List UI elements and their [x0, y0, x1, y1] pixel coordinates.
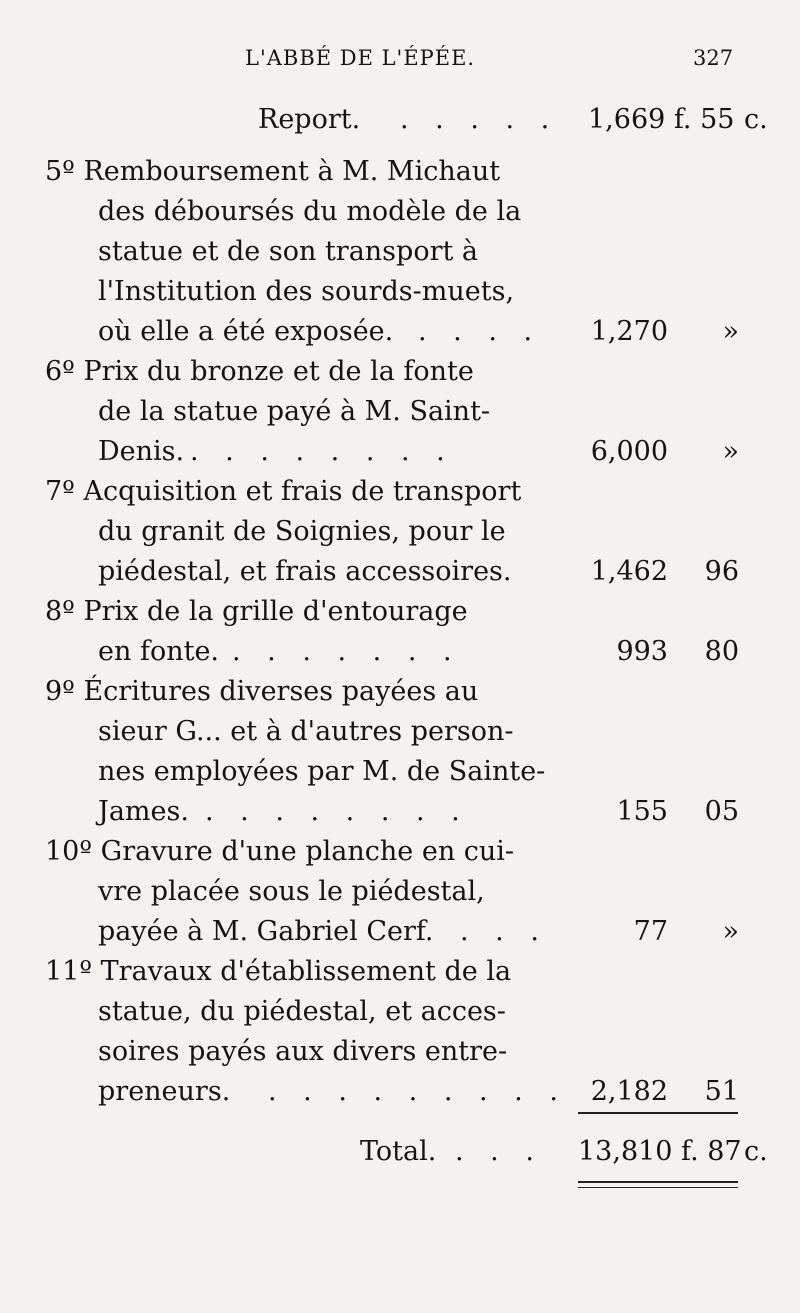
- entry-text: nes employées par M. de Sainte-: [98, 756, 546, 787]
- leader-dots: . . . . . . . .: [205, 796, 469, 827]
- amount: 1,669 f. 55: [588, 104, 735, 135]
- entry-line: [0, 672, 800, 712]
- centimes-amount: 51: [704, 1076, 739, 1107]
- francs-amount: 77: [633, 916, 668, 947]
- entry-line: [0, 152, 800, 192]
- francs-amount: 1,270: [590, 316, 668, 347]
- entry-line: [0, 192, 800, 232]
- entry-line: [0, 1072, 800, 1112]
- francs-amount: 155: [616, 796, 668, 827]
- leader-dots: . . . . . . . . .: [268, 1076, 567, 1107]
- centimes-amount: »: [722, 916, 739, 947]
- entry-line: [0, 100, 800, 140]
- centimes-amount: »: [722, 436, 739, 467]
- entry-text: 11º Travaux d'établissement de la: [45, 956, 512, 987]
- entry-line: [0, 1032, 800, 1072]
- leader-dots: . . . . . . .: [232, 636, 461, 667]
- entry-line: [0, 592, 800, 632]
- leader-dots: . . .: [455, 1136, 543, 1167]
- entry-line: [0, 392, 800, 432]
- running-title: L'ABBÉ DE L'ÉPÉE.: [245, 46, 476, 70]
- entry-text: 10º Gravure d'une planche en cui-: [45, 836, 515, 867]
- entry-text: 8º Prix de la grille d'entourage: [45, 596, 468, 627]
- entry-text: sieur G... et à d'autres person-: [98, 716, 514, 747]
- entry-text: Report.: [258, 104, 361, 135]
- entry-text: piédestal, et frais accessoires.: [98, 556, 512, 587]
- francs-amount: 1,462: [590, 556, 668, 587]
- entry-text: soires payés aux divers entre-: [98, 1036, 508, 1067]
- total-double-rule-top: [578, 1181, 738, 1183]
- centimes-unit: c.: [744, 104, 768, 135]
- entry-line: [0, 632, 800, 672]
- leader-dots: . . .: [460, 916, 548, 947]
- entry-line: [0, 792, 800, 832]
- page-number: 327: [693, 46, 734, 70]
- entry-line: [0, 712, 800, 752]
- entry-line: [0, 272, 800, 312]
- entry-line: [0, 912, 800, 952]
- entry-line: [0, 472, 800, 512]
- entry-line: [0, 752, 800, 792]
- entry-text: payée à M. Gabriel Cerf.: [98, 916, 434, 947]
- entry-text: statue, du piédestal, et acces-: [98, 996, 506, 1027]
- centimes-amount: 05: [704, 796, 739, 827]
- francs-amount: 993: [616, 636, 668, 667]
- entry-text: 6º Prix du bronze et de la fonte: [45, 356, 474, 387]
- centimes-amount: 80: [704, 636, 739, 667]
- entry-line: [0, 832, 800, 872]
- entry-text: vre placée sous le piédestal,: [98, 876, 485, 907]
- entry-line: [0, 872, 800, 912]
- entry-text: 9º Écritures diverses payées au: [45, 676, 479, 707]
- sum-rule: [578, 1112, 738, 1114]
- centimes-unit: c.: [744, 1136, 768, 1167]
- entry-line: [0, 992, 800, 1032]
- entry-text: l'Institution des sourds-muets,: [98, 276, 515, 307]
- entry-line: [0, 432, 800, 472]
- entry-text: Total.: [360, 1136, 437, 1167]
- entry-text: en fonte.: [98, 636, 219, 667]
- entry-text: Denis.: [98, 436, 185, 467]
- centimes-amount: »: [722, 316, 739, 347]
- entry-text: où elle a été exposée.: [98, 316, 394, 347]
- running-head: [0, 42, 800, 78]
- total-double-rule-bottom: [578, 1187, 738, 1188]
- entry-text: des déboursés du modèle de la: [98, 196, 522, 227]
- leader-dots: . . . .: [418, 316, 542, 347]
- entry-line: [0, 552, 800, 592]
- entry-text: de la statue payé à M. Saint-: [98, 396, 491, 427]
- centimes-amount: 96: [704, 556, 739, 587]
- entry-text: James.: [98, 796, 189, 827]
- amount: 13,810 f. 87: [578, 1136, 742, 1167]
- entry-text: statue et de son transport à: [98, 236, 479, 267]
- entry-line: [0, 232, 800, 272]
- francs-amount: 6,000: [590, 436, 668, 467]
- entry-line: [0, 1132, 800, 1172]
- francs-amount: 2,182: [590, 1076, 668, 1107]
- entry-line: [0, 352, 800, 392]
- entry-text: 7º Acquisition et frais de transport: [45, 476, 522, 507]
- leader-dots: . . . . . . . .: [190, 436, 454, 467]
- entry-text: du granit de Soignies, pour le: [98, 516, 506, 547]
- leader-dots: . . . . .: [400, 104, 559, 135]
- entry-text: preneurs.: [98, 1076, 231, 1107]
- entry-line: [0, 512, 800, 552]
- entry-line: [0, 952, 800, 992]
- entry-text: 5º Remboursement à M. Michaut: [45, 156, 501, 187]
- entry-line: [0, 312, 800, 352]
